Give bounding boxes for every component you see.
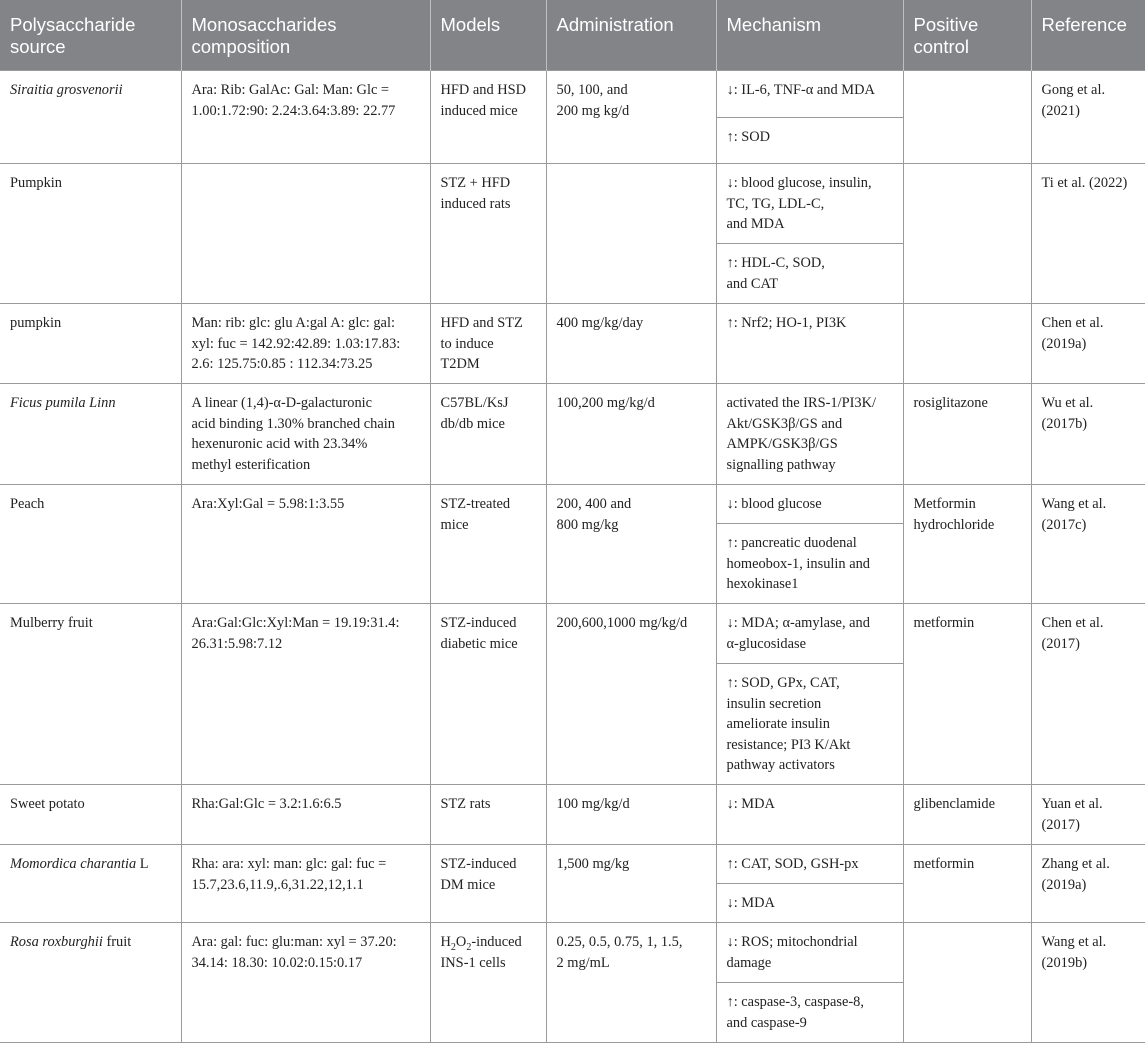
table-row <box>0 923 1145 983</box>
header-positive-control: Positive control <box>903 0 1031 71</box>
source-cell <box>0 845 181 923</box>
reference-cell: Yuan et al. (2017) <box>1031 785 1145 845</box>
reference-cell: Zhang et al. (2019a) <box>1031 845 1145 923</box>
positive-control-cell: rosiglitazone <box>903 384 1031 485</box>
mechanism-cell: ↑: HDL-C, SOD, and CAT <box>716 244 903 304</box>
source-cell: pumpkin <box>0 304 181 384</box>
models-cell: STZ rats <box>430 785 546 845</box>
mechanism-cell: ↓: IL-6, TNF-α and MDA <box>716 71 903 118</box>
models-cell: STZ + HFD induced rats <box>430 164 546 304</box>
source-cell: Sweet potato <box>0 785 181 845</box>
mechanism-cell: ↑: SOD, GPx, CAT, insulin secretion ameliorate insulin resistance; PI3 K/Akt pathway activators <box>716 664 903 785</box>
composition-cell: Man: rib: glc: glu A:gal A: glc: gal: xyl: fuc = 142.92:42.89: 1.03:17.83: 2.6: 125.75:0.85 : 112.34:73.25 <box>181 304 430 384</box>
table-row <box>0 384 1145 485</box>
source-name: Siraitia grosvenorii <box>10 82 123 98</box>
reference-cell: Chen et al. (2017) <box>1031 604 1145 785</box>
table-row <box>0 485 1145 524</box>
composition-cell: Ara:Xyl:Gal = 5.98:1:3.55 <box>181 485 430 604</box>
reference-cell: Ti et al. (2022) <box>1031 164 1145 304</box>
composition-cell: Ara:Gal:Glc:Xyl:Man = 19.19:31.4: 26.31:5.98:7.12 <box>181 604 430 785</box>
source-cell <box>0 384 181 485</box>
table-row <box>0 164 1145 244</box>
models-cell: STZ-induced DM mice <box>430 845 546 923</box>
header-mechanism: Mechanism <box>716 0 903 71</box>
positive-control-cell: Metformin hydrochloride <box>903 485 1031 604</box>
administration-cell: 200,600,1000 mg/kg/d <box>546 604 716 785</box>
mechanism-cell: ↓: MDA <box>716 785 903 845</box>
source-suffix: L <box>136 856 149 872</box>
reference-cell: Wang et al. (2017c) <box>1031 485 1145 604</box>
positive-control-cell <box>903 923 1031 1043</box>
composition-cell: A linear (1,4)-α-D-galacturonic acid binding 1.30% branched chain hexenuronic acid with 23.34% methyl esterification <box>181 384 430 485</box>
administration-cell: 400 mg/kg/day <box>546 304 716 384</box>
mechanism-cell: ↑: caspase-3, caspase-8, and caspase-9 <box>716 983 903 1043</box>
composition-cell: Ara: Rib: GalAc: Gal: Man: Glc = 1.00:1.72:90: 2.24:3.64:3.89: 22.77 <box>181 71 430 164</box>
composition-cell: Ara: gal: fuc: glu:man: xyl = 37.20: 34.14: 18.30: 10.02:0.15:0.17 <box>181 923 430 1043</box>
models-cell: STZ-induced diabetic mice <box>430 604 546 785</box>
positive-control-cell <box>903 304 1031 384</box>
positive-control-cell: glibenclamide <box>903 785 1031 845</box>
header-administration: Administration <box>546 0 716 71</box>
reference-cell: Wu et al. (2017b) <box>1031 384 1145 485</box>
composition-cell <box>181 164 430 304</box>
table-row <box>0 785 1145 845</box>
source-cell <box>0 71 181 164</box>
header-composition: Monosaccharides composition <box>181 0 430 71</box>
mechanism-cell: ↑: SOD <box>716 117 903 164</box>
table-row <box>0 304 1145 384</box>
mechanism-cell: ↓: blood glucose <box>716 485 903 524</box>
source-cell: Peach <box>0 485 181 604</box>
models-cell: HFD and STZ to induce T2DM <box>430 304 546 384</box>
reference-cell: Wang et al. (2019b) <box>1031 923 1145 1043</box>
table-row <box>0 845 1145 884</box>
administration-cell <box>546 164 716 304</box>
administration-cell: 200, 400 and 800 mg/kg <box>546 485 716 604</box>
source-cell: Mulberry fruit <box>0 604 181 785</box>
administration-cell: 50, 100, and 200 mg kg/d <box>546 71 716 164</box>
mechanism-cell: ↓: ROS; mitochondrial damage <box>716 923 903 983</box>
source-name: Ficus pumila Linn <box>10 395 116 411</box>
models-cell: STZ-treated mice <box>430 485 546 604</box>
mechanism-cell: ↑: CAT, SOD, GSH-px <box>716 845 903 884</box>
header-models: Models <box>430 0 546 71</box>
mechanism-cell: ↓: MDA <box>716 884 903 923</box>
administration-cell: 100,200 mg/kg/d <box>546 384 716 485</box>
positive-control-cell <box>903 164 1031 304</box>
source-name: Rosa roxburghii <box>10 934 103 950</box>
source-cell: Pumpkin <box>0 164 181 304</box>
reference-cell: Chen et al. (2019a) <box>1031 304 1145 384</box>
mechanism-cell: activated the IRS-1/PI3K/ Akt/GSK3β/GS and AMPK/GSK3β/GS signalling pathway <box>716 384 903 485</box>
models-cell: HFD and HSD induced mice <box>430 71 546 164</box>
table-row <box>0 71 1145 118</box>
composition-cell: Rha: ara: xyl: man: glc: gal: fuc = 15.7,23.6,11.9,.6,31.22,12,1.1 <box>181 845 430 923</box>
header-row <box>0 0 1145 71</box>
source-cell <box>0 923 181 1043</box>
table-row <box>0 604 1145 664</box>
mechanism-cell: ↓: MDA; α-amylase, and α-glucosidase <box>716 604 903 664</box>
administration-cell: 0.25, 0.5, 0.75, 1, 1.5, 2 mg/mL <box>546 923 716 1043</box>
header-source: Polysaccharide source <box>0 0 181 71</box>
source-name: Momordica charantia <box>10 856 137 872</box>
administration-cell: 100 mg/kg/d <box>546 785 716 845</box>
mechanism-cell: ↑: pancreatic duodenal homeobox-1, insulin and hexokinase1 <box>716 524 903 604</box>
positive-control-cell: metformin <box>903 604 1031 785</box>
mechanism-cell: ↓: blood glucose, insulin, TC, TG, LDL-C, and MDA <box>716 164 903 244</box>
composition-cell: Rha:Gal:Glc = 3.2:1.6:6.5 <box>181 785 430 845</box>
reference-cell: Gong et al. (2021) <box>1031 71 1145 164</box>
administration-cell: 1,500 mg/kg <box>546 845 716 923</box>
positive-control-cell: metformin <box>903 845 1031 923</box>
source-suffix: fruit <box>102 934 132 950</box>
header-reference: Reference <box>1031 0 1145 71</box>
positive-control-cell <box>903 71 1031 164</box>
models-cell: $H_2O_2$-induced INS-1 cells <box>430 923 546 1043</box>
mechanism-cell: ↑: Nrf2; HO-1, PI3K <box>716 304 903 384</box>
models-cell: C57BL/KsJ db/db mice <box>430 384 546 485</box>
